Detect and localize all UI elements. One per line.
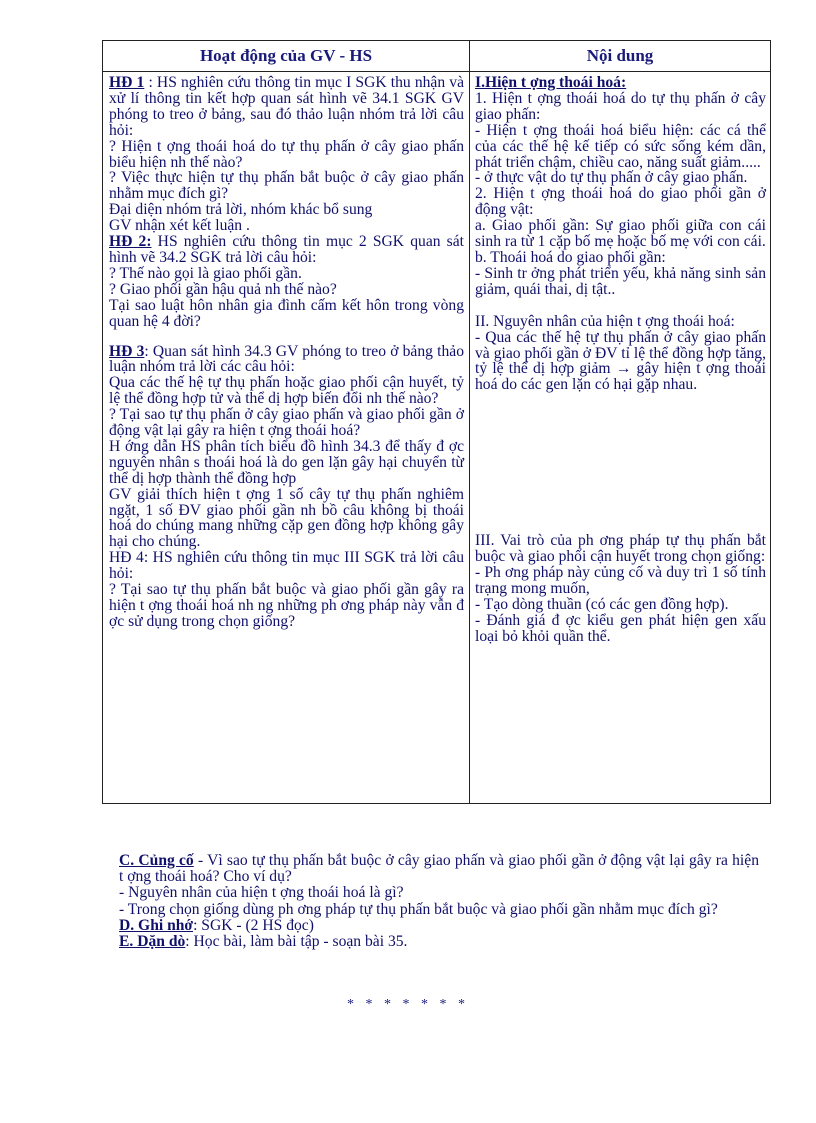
content-column [470,72,770,803]
right-cell [470,72,771,804]
consolidation [119,853,759,885]
lesson-footer [119,853,759,950]
remember-label: D. Ghi nhớ [119,916,194,934]
activity-2-question-2: ? Giao phối gần hậu quả nh thế nào? [109,280,337,298]
activity-4-question-1: ? Tại sao tự thụ phấn bắt buộc và giao phối gần gây ra hiện t ợng thoái hoá nh ng những ph ơng pháp này vẫn đ ợc sử dụng trong chọn giống? [109,581,464,630]
section-3-title: III. Vai trò của ph ơng pháp tự thụ phấn bắt buộc và giao phối cận huyết trong chọn giống: [475,532,766,566]
table-header-row [103,41,771,72]
activity-4: HĐ 4: HS nghiên cứu thông tin mục III SGK trả lời câu hỏi: [109,549,464,583]
section-1-item-2a: a. Giao phối gần: Sự giao phối giữa con cái sinh ra từ 1 cặp bố mẹ hoặc bố mẹ với con cái. [475,217,766,251]
section-1-item-2b: b. Thoái hoá do giao phối gần: [475,248,666,266]
consolidation-label: C. Củng cố [119,852,194,869]
consolidation-question-3: - Trong chọn giống dùng ph ơng pháp tự thụ phấn bắt buộc và giao phối gần nhằm mục đích gì? [119,900,718,918]
left-cell [103,72,470,804]
activity-3-question-2: ? Tại sao tự thụ phấn ở cây giao phấn và giao phối gần ở động vật lại gây ra hiện t ợng thoái hoá? [109,406,464,440]
section-1-title: I.Hiện t ợng thoái hoá: [475,74,627,91]
activity-3-guide-1: H ớng dẫn HS phân tích biểu đồ hình 34.3 để thấy đ ợc nguyên nhân s thoái hoá là do gen lặn gây hại chuyển từ thể dị hợp thành thể đồng hợp [109,437,464,487]
activity-1-question-1: ? Hiện t ợng thoái hoá do tự thụ phấn ở cây giao phấn biểu hiện nh thế nào? [109,137,464,171]
end-stars-divider: * * * * * * * [347,997,469,1012]
activity-2-text: HS nghiên cứu thông tin mục 2 SGK quan sát hình vẽ 34.2 SGK trả lời câu hỏi: [109,233,465,266]
activity-3-question-1: Qua các thế hệ tự thụ phấn hoặc giao phối cận huyết, tỷ lệ thể đồng hợp tử và thể dị hợp biến đổi nh thế nào? [109,374,464,408]
activity-1-answer-1: Đại diện nhóm trả lời, nhóm khác bổ sung [109,201,373,219]
homework-text: : Học bài, làm bài tập - soạn bài 35. [185,933,408,951]
remember-text: : SGK - (2 HS đọc) [193,916,314,934]
section-1-item-1a: - Hiện t ợng thoái hoá biểu hiện: các cá thể của các thế hệ kế tiếp có sức sống kém dần, phát triển chậm, chiều cao, năng suất giảm..... [475,121,766,171]
section-1-item-2: 2. Hiện t ợng thoái hoá do giao phối gần ở động vật: [475,185,766,219]
section-1-item-1: 1. Hiện t ợng thoái hoá do tự thụ phấn ở cây giao phấn: [475,89,766,123]
consolidation-question-2: - Nguyên nhân của hiện t ợng thoái hoá là gì? [119,884,404,902]
section-2-text-part-2: gây hiện t ợng thoái hoá do các gen lặn có hại gặp nhau. [475,360,766,394]
section-2-title: II. Nguyên nhân của hiện t ợng thoái hoá: [475,312,735,330]
activity-2-question-1: ? Thế nào gọi là giao phối gần. [109,264,302,282]
table-body-row [103,72,771,804]
activity-2 [109,234,464,266]
section-3-item-b: - Tạo dòng thuần (có các gen đồng hợp). [475,595,729,613]
section-2-text [475,330,766,394]
lesson-table [102,40,771,804]
spacer [475,298,766,314]
activity-2-question-3: Tại sao luật hôn nhân gia đình cấm kết hôn trong vòng quan hệ 4 đời? [109,296,464,330]
consolidation-text: - Vì sao tự thụ phấn bắt buộc ở cây giao phấn và giao phối gần ở động vật lại gây ra hiện t ợng thoái hoá? Cho ví dụ? [119,852,759,886]
activity-3-label: HĐ 3 [109,342,145,360]
section-3-item-c: - Đánh giá đ ợc kiểu gen phát hiện gen xấu loại bỏ khỏi quần thể. [475,611,766,645]
spacer [475,393,766,533]
activity-1 [109,75,464,139]
remember [119,918,759,934]
activity-1-answer-2: GV nhận xét kết luận . [109,217,250,235]
activity-1-text: : HS nghiên cứu thông tin mục I SGK thu nhận và xử lí thông tin kết hợp quan sát hình vẽ 34.1 SGK GV phóng to treo ở bảng, sau đó thảo luận nhóm trả lời câu hỏi: [109,74,464,139]
activity-3-guide-2: GV giải thích hiện t ợng 1 số cây tự thụ phấn nghiêm ngặt, 1 số ĐV giao phối gần nh bồ câu không bị thoái hoá do chúng mang những cặp gen đồng hợp không gây hại cho chúng. [109,485,464,551]
section-3-item-a: - Ph ơng pháp này củng cố và duy trì 1 số tính trạng mong muốn, [475,564,766,597]
homework [119,934,759,950]
header-content: Nội dung [470,41,771,72]
activity-1-question-2: ? Việc thực hiện tự thụ phấn bắt buộc ở cây giao phấn nhằm mục đích gì? [109,169,464,203]
header-teacher-student-activity: Hoạt động của GV - HS [103,41,470,72]
section-1-item-1b: - ở thực vật do tự thụ phấn ở cây giao phấn. [475,169,748,187]
section-2-text-part-1: - Qua các thế hệ tự thụ phấn ở cây giao phấn và giao phối gần ở ĐV tỉ lệ thể đồng hợp tăng, tỷ lệ thể dị hợp giảm [475,328,766,378]
section-1-item-2c: - Sinh tr ởng phát triển yếu, khả năng sinh sản giảm, quái thai, dị tật.. [475,264,766,298]
activities-column [103,72,469,803]
homework-label: E. Dặn dò [119,933,186,951]
activity-1-label: HĐ 1 [109,74,145,91]
activity-3 [109,344,464,376]
right-arrow-icon: → [615,360,632,378]
activity-2-label: HĐ 2: [109,233,152,251]
activity-3-text: : Quan sát hình 34.3 GV phóng to treo ở bảng thảo luận nhóm trả lời các câu hỏi: [109,342,464,376]
spacer [109,330,464,344]
